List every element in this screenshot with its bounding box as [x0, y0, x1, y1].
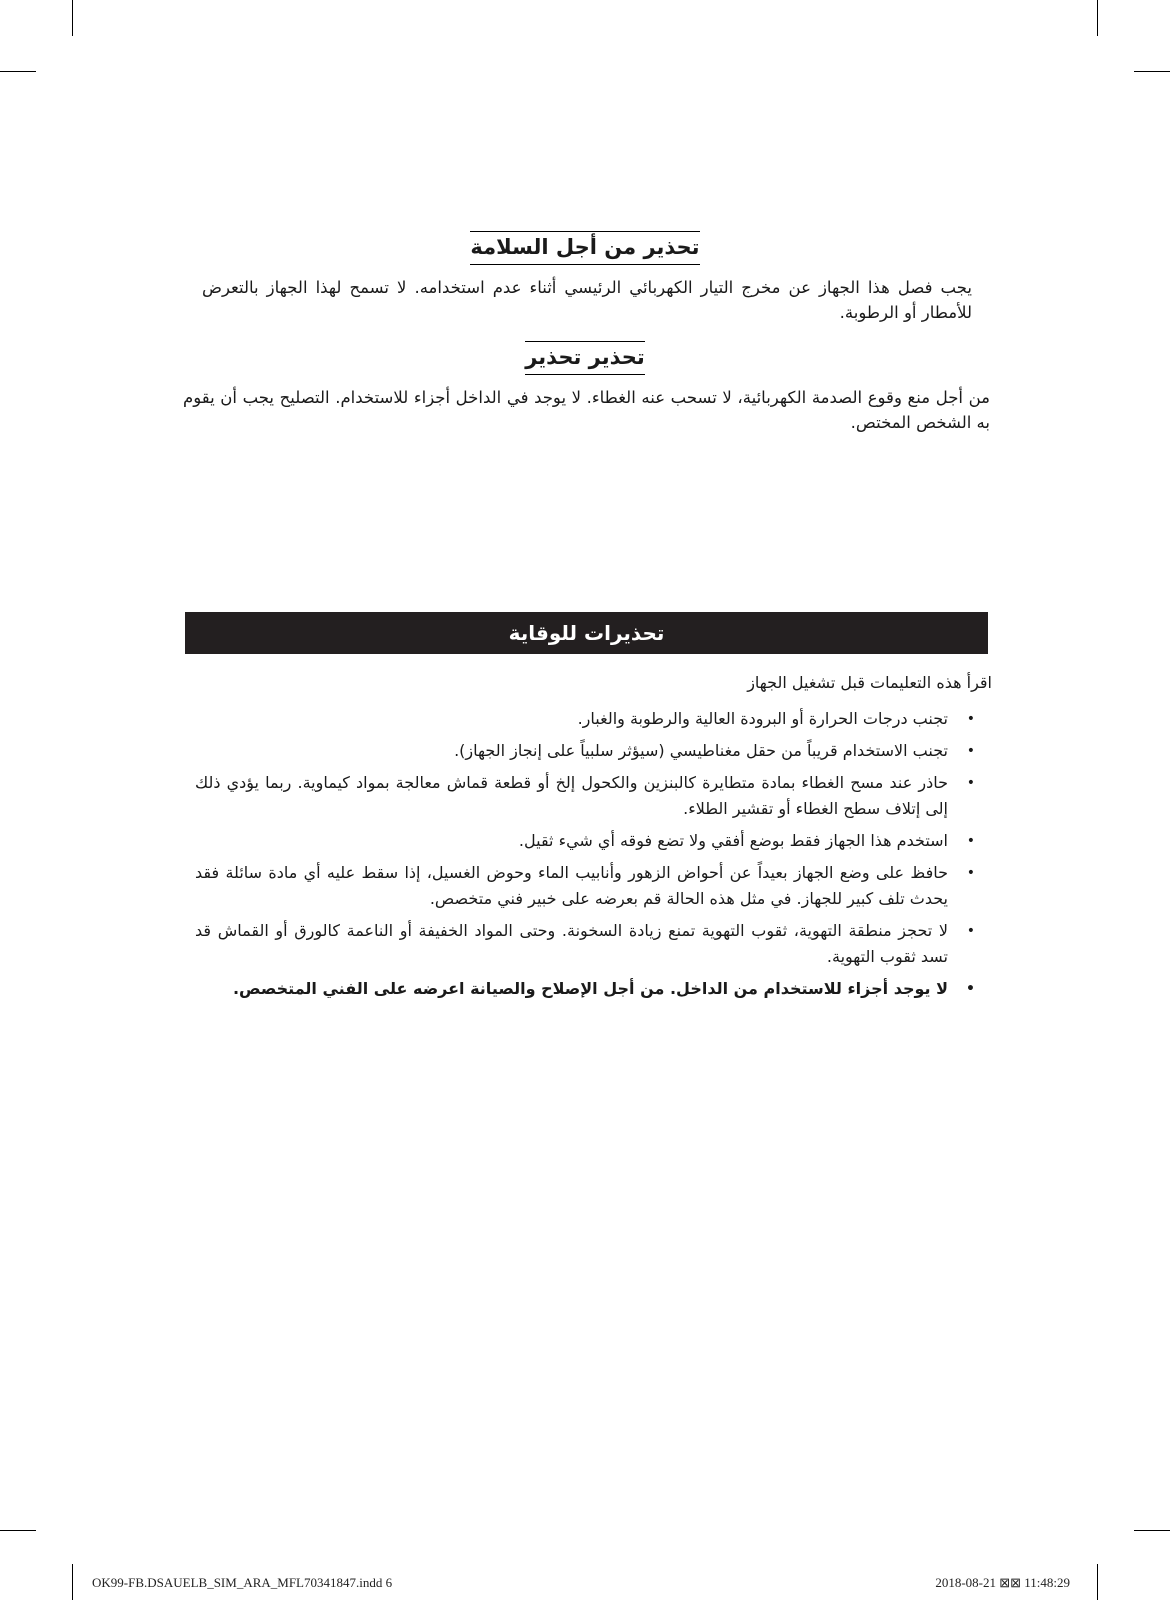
footer-filename: OK99-FB.DSAUELB_SIM_ARA_MFL70341847.indd 6 [92, 1575, 393, 1590]
bullet-icon: • [966, 981, 975, 997]
bullet-icon: • [966, 711, 975, 727]
warning-heading: تحذير تحذير [525, 341, 645, 375]
bullet-icon: • [966, 865, 975, 881]
crop-mark [0, 1530, 36, 1531]
bullet-icon: • [966, 923, 975, 939]
crop-mark [72, 0, 73, 36]
precautions-intro: اقرأ هذه التعليمات قبل تشغيل الجهاز [747, 673, 992, 692]
crop-mark [1097, 1564, 1098, 1600]
crop-mark [0, 71, 36, 72]
bullet-icon: • [966, 833, 975, 849]
list-item: • لا تحجز منطقة التهوية، ثقوب التهوية تمنع زيادة السخونة. وحتى المواد الخفيفة أو الناعمة كالورق أو القماش قد تسد ثقوب التهوية. [195, 918, 975, 970]
list-item: • حافظ على وضع الجهاز بعيداً عن أحواض الزهور وأنابيب الماء وحوض الغسيل، إذا سقط عليه أي مادة سائلة فقد يحدث تلف كبير للجهاز. في مثل هذه الحالة قم بعرضه على خبير فني متخصص. [195, 860, 975, 912]
list-item: • تجنب درجات الحرارة أو البرودة العالية والرطوبة والغبار. [195, 706, 975, 732]
crop-mark [1134, 1530, 1170, 1531]
bullet-icon: • [966, 743, 975, 759]
list-item: • استخدم هذا الجهاز فقط بوضع أفقي ولا تضع فوقه أي شيء ثقيل. [195, 828, 975, 854]
crop-mark [72, 1564, 73, 1600]
safety-paragraph: يجب فصل هذا الجهاز عن مخرج التيار الكهربائي الرئيسي أثناء عدم استخدامه. لا تسمح لهذا الجهاز بالتعرض للأمطار أو الرطوبة. [202, 278, 972, 322]
list-item: • تجنب الاستخدام قريباً من حقل مغناطيسي (سيؤثر سلبياً على إنجاز الجهاز). [195, 738, 975, 764]
bullet-icon: • [966, 775, 975, 791]
safety-heading-row [0, 231, 1170, 265]
footer-datetime: 2018-08-21 ⊠⊠ 11:48:29 [935, 1575, 1070, 1590]
crop-mark [1134, 71, 1170, 72]
list-item: • حاذر عند مسح الغطاء بمادة متطايرة كالبنزين والكحول إلخ أو قطعة قماش معالجة بمواد كيماوية. ربما يؤدي ذلك إلى إتلاف سطح الغطاء أو تقشير الطلاء. [195, 770, 975, 822]
crop-mark [1097, 0, 1098, 36]
safety-heading: تحذير من أجل السلامة [470, 231, 699, 265]
warning-heading-row [0, 341, 1170, 375]
list-item-bold: • لا يوجد أجزاء للاستخدام من الداخل. من أجل الإصلاح والصيانة اعرضه على الفني المتخصص. [195, 976, 975, 1002]
precautions-list [195, 706, 975, 1008]
precautions-banner: تحذيرات للوقاية [185, 612, 988, 654]
warning-paragraph: من أجل منع وقوع الصدمة الكهربائية، لا تسحب عنه الغطاء. لا يوجد في الداخل أجزاء للاستخدام. التصليح يجب أن يقوم به الشخص المختص. [183, 388, 990, 432]
